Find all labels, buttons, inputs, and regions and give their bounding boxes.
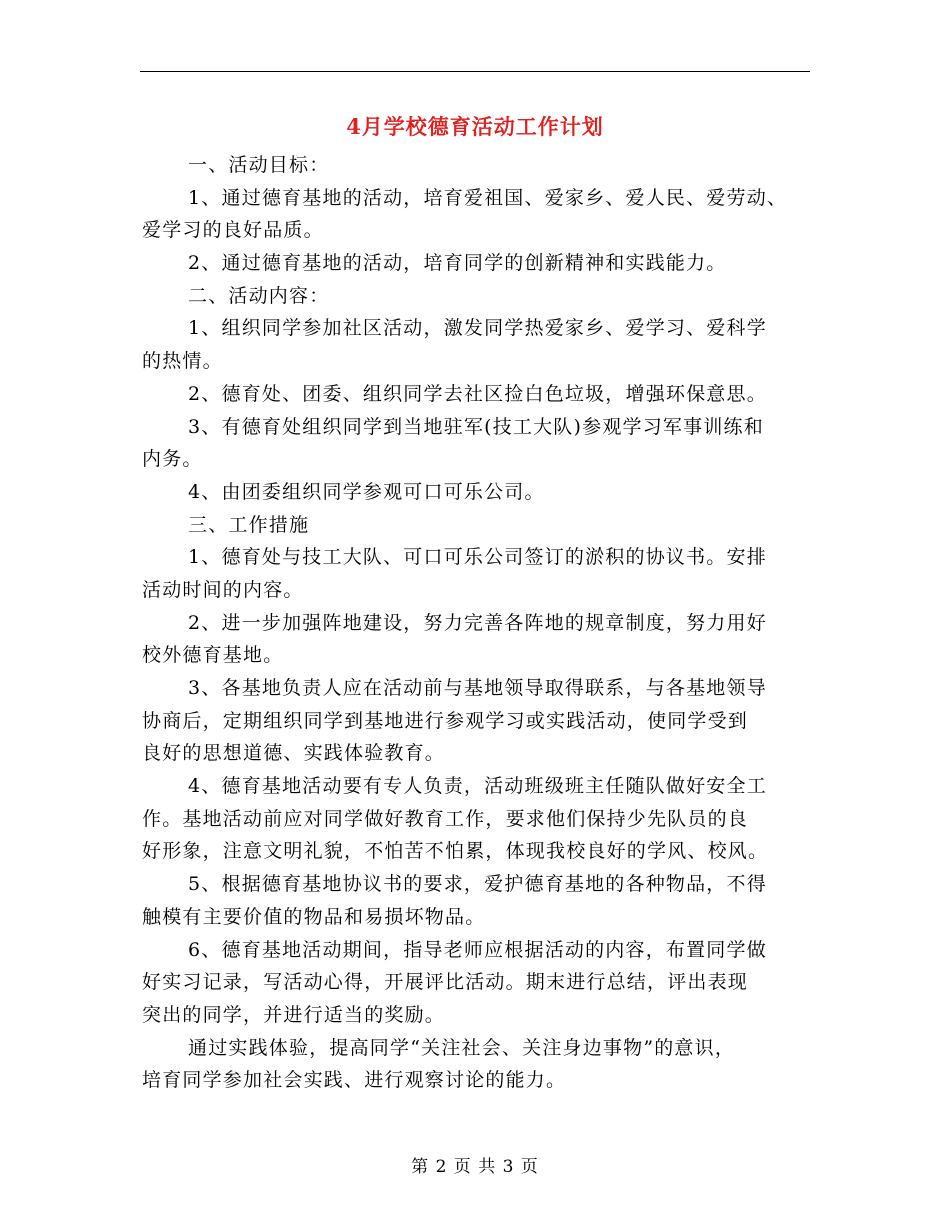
paragraph-line: 触模有主要价值的物品和易损坏物品。 xyxy=(142,905,486,928)
paragraph-line: 的热情。 xyxy=(142,350,223,373)
paragraph-line: 良好的思想道德、实践体验教育。 xyxy=(142,742,446,765)
section-heading-measures: 三、工作措施 xyxy=(188,513,310,536)
paragraph-line: 1、德育处与技工大队、可口可乐公司签订的淤积的协议书。安排 xyxy=(188,546,767,569)
paragraph-line: 校外德育基地。 xyxy=(142,644,284,667)
paragraph-line: 5、根据德育基地协议书的要求，爱护德育基地的各种物品，不得 xyxy=(188,873,767,896)
paragraph-line: 4、德育基地活动要有专人负责，活动班级班主任随队做好安全工 xyxy=(188,775,767,798)
paragraph-line: 3、各基地负责人应在活动前与基地领导取得联系，与各基地领导 xyxy=(188,677,767,699)
paragraph-line: 作。基地活动前应对同学做好教育工作，要求他们保持少先队员的良 xyxy=(142,807,749,830)
paragraph-line: 培育同学参加社会实践、进行观察讨论的能力。 xyxy=(142,1069,567,1092)
paragraph-line: 突出的同学，并进行适当的奖励。 xyxy=(142,1003,446,1026)
document-body xyxy=(142,149,814,1097)
paragraph-line: 内务。 xyxy=(142,448,203,471)
paragraph-line: 6、德育基地活动期间，指导老师应根据活动的内容，布置同学做 xyxy=(188,938,767,961)
header-rule xyxy=(140,71,810,72)
paragraph-line: 3、有德育处组织同学到当地驻军(技工大队)参观学习军事训练和 xyxy=(188,415,764,438)
paragraph-line: 通过实践体验，提高同学“关注社会、关注身边事物”的意识， xyxy=(188,1036,736,1059)
paragraph-line: 1、通过德育基地的活动，培育爱祖国、爱家乡、爱人民、爱劳动、 xyxy=(188,186,788,209)
paragraph-line: 1、组织同学参加社区活动，激发同学热爱家乡、爱学习、爱科学 xyxy=(188,317,767,340)
paragraph-line: 2、德育处、团委、组织同学去社区捡白色垃圾，增强环保意思。 xyxy=(188,382,767,405)
paragraph-line: 4、由团委组织同学参观可口可乐公司。 xyxy=(188,480,545,503)
document-title: 4月学校德育活动工作计划 xyxy=(346,114,604,139)
paragraph-line: 2、进一步加强阵地建设，努力完善各阵地的规章制度，努力用好 xyxy=(188,611,767,634)
paragraph-line: 爱学习的良好品质。 xyxy=(142,219,324,242)
page-number-footer: 第 2 页 共 3 页 xyxy=(411,1157,539,1177)
section-heading-content: 二、活动内容： xyxy=(188,284,330,307)
paragraph-line: 协商后，定期组织同学到基地进行参观学习或实践活动，使同学受到 xyxy=(142,709,749,732)
paragraph-line: 好实习记录，写活动心得，开展评比活动。期末进行总结，评出表现 xyxy=(142,971,749,994)
paragraph-line: 2、通过德育基地的活动，培育同学的创新精神和实践能力。 xyxy=(188,252,727,275)
paragraph-line: 活动时间的内容。 xyxy=(142,578,304,601)
paragraph-line: 好形象，注意文明礼貌，不怕苦不怕累，体现我校良好的学风、校风。 xyxy=(142,840,769,863)
section-heading-goals: 一、活动目标： xyxy=(188,154,330,176)
